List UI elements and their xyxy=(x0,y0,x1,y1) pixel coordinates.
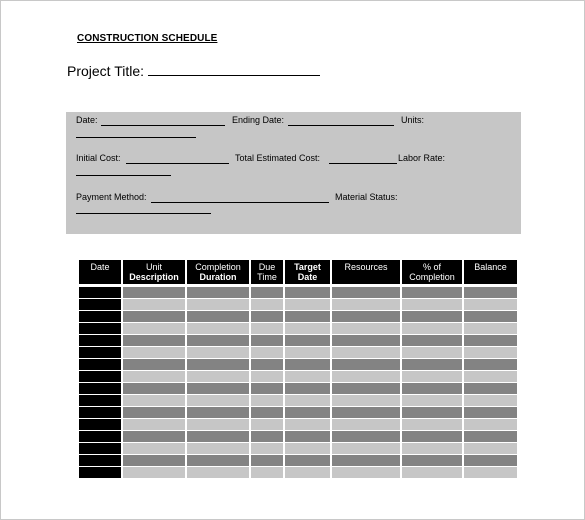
column-header-line2: Time xyxy=(257,272,277,282)
payment-method-blank[interactable] xyxy=(151,202,329,203)
table-cell[interactable] xyxy=(187,335,249,346)
material-status-blank[interactable] xyxy=(76,213,211,214)
table-cell[interactable] xyxy=(464,347,517,358)
table-cell[interactable] xyxy=(123,323,185,334)
column-header-line1: % of xyxy=(422,262,441,272)
project-info-box xyxy=(66,112,521,234)
total-estimated-cost-blank[interactable] xyxy=(329,163,397,164)
table-cell[interactable] xyxy=(251,443,283,454)
table-cell[interactable] xyxy=(332,443,400,454)
table-cell[interactable] xyxy=(464,299,517,310)
table-cell[interactable] xyxy=(402,467,462,478)
table-cell[interactable] xyxy=(123,383,185,394)
table-cell[interactable] xyxy=(464,323,517,334)
table-cell[interactable] xyxy=(332,311,400,322)
table-cell[interactable] xyxy=(464,407,517,418)
table-cell[interactable] xyxy=(402,419,462,430)
column-header-6 xyxy=(332,260,400,284)
table-cell[interactable] xyxy=(187,395,249,406)
table-cell[interactable] xyxy=(123,299,185,310)
table-cell[interactable] xyxy=(285,311,330,322)
table-cell[interactable] xyxy=(123,311,185,322)
column-header-line1: Unit xyxy=(145,262,162,272)
table-cell[interactable] xyxy=(332,371,400,382)
table-cell[interactable] xyxy=(285,383,330,394)
table-cell[interactable] xyxy=(79,383,121,394)
table-cell[interactable] xyxy=(187,359,249,370)
table-cell[interactable] xyxy=(332,431,400,442)
table-cell[interactable] xyxy=(464,455,517,466)
table-cell[interactable] xyxy=(79,443,121,454)
table-cell[interactable] xyxy=(402,323,462,334)
table-cell[interactable] xyxy=(187,287,249,298)
table-cell[interactable] xyxy=(332,323,400,334)
table-cell[interactable] xyxy=(187,455,249,466)
table-cell[interactable] xyxy=(251,431,283,442)
units-label: Units: xyxy=(401,115,425,125)
table-cell[interactable] xyxy=(123,443,185,454)
table-cell[interactable] xyxy=(285,287,330,298)
table-cell[interactable] xyxy=(251,467,283,478)
table-cell[interactable] xyxy=(285,419,330,430)
table-cell[interactable] xyxy=(187,407,249,418)
table-cell[interactable] xyxy=(251,287,283,298)
table-cell[interactable] xyxy=(123,407,185,418)
table-cell[interactable] xyxy=(123,455,185,466)
table-cell[interactable] xyxy=(402,443,462,454)
table-cell[interactable] xyxy=(251,383,283,394)
table-cell[interactable] xyxy=(402,383,462,394)
table-cell[interactable] xyxy=(464,383,517,394)
column-header-7 xyxy=(402,260,462,284)
table-cell[interactable] xyxy=(402,311,462,322)
table-cell[interactable] xyxy=(251,455,283,466)
table-cell[interactable] xyxy=(285,323,330,334)
table-cell[interactable] xyxy=(251,419,283,430)
column-header-line2: Completion xyxy=(409,272,455,282)
column-header-line1: Balance xyxy=(474,262,507,272)
table-cell[interactable] xyxy=(332,347,400,358)
material-status-label: Material Status: xyxy=(335,192,398,202)
table-cell[interactable] xyxy=(332,287,400,298)
column-header-line2: Duration xyxy=(199,272,237,282)
table-cell[interactable] xyxy=(285,299,330,310)
table-cell[interactable] xyxy=(402,299,462,310)
table-cell[interactable] xyxy=(402,371,462,382)
column-header-3 xyxy=(187,260,249,284)
column-header-4 xyxy=(251,260,283,284)
table-cell[interactable] xyxy=(123,287,185,298)
payment-method-label: Payment Method: xyxy=(76,192,147,202)
table-cell[interactable] xyxy=(251,311,283,322)
table-cell[interactable] xyxy=(464,335,517,346)
column-header-line1: Resources xyxy=(344,262,388,272)
table-cell[interactable] xyxy=(402,431,462,442)
table-cell[interactable] xyxy=(187,323,249,334)
table-cell[interactable] xyxy=(187,383,249,394)
table-cell[interactable] xyxy=(464,359,517,370)
table-cell[interactable] xyxy=(123,359,185,370)
table-cell[interactable] xyxy=(402,287,462,298)
table-cell[interactable] xyxy=(79,287,121,298)
table-cell[interactable] xyxy=(464,443,517,454)
column-header-line2: Date xyxy=(297,272,318,282)
table-cell[interactable] xyxy=(123,347,185,358)
table-cell[interactable] xyxy=(285,443,330,454)
table-cell[interactable] xyxy=(123,419,185,430)
column-header-line1: Date xyxy=(90,262,110,272)
table-cell[interactable] xyxy=(402,359,462,370)
table-cell[interactable] xyxy=(79,359,121,370)
table-cell[interactable] xyxy=(464,311,517,322)
table-cell[interactable] xyxy=(251,335,283,346)
table-cell[interactable] xyxy=(123,371,185,382)
table-cell[interactable] xyxy=(187,431,249,442)
table-cell[interactable] xyxy=(464,431,517,442)
column-header-line1: Completion xyxy=(195,262,241,272)
table-cell[interactable] xyxy=(79,395,121,406)
table-cell[interactable] xyxy=(285,359,330,370)
table-cell[interactable] xyxy=(285,455,330,466)
table-cell[interactable] xyxy=(79,311,121,322)
table-cell[interactable] xyxy=(187,371,249,382)
table-cell[interactable] xyxy=(332,383,400,394)
table-cell[interactable] xyxy=(79,455,121,466)
table-cell[interactable] xyxy=(79,467,121,478)
table-cell[interactable] xyxy=(464,371,517,382)
labor-rate-blank[interactable] xyxy=(76,175,171,176)
table-cell[interactable] xyxy=(285,407,330,418)
project-title-blank[interactable] xyxy=(148,63,320,76)
column-header-line1: Target xyxy=(294,262,321,272)
total-estimated-cost-label: Total Estimated Cost: xyxy=(235,153,321,163)
initial-cost-label: Initial Cost: xyxy=(76,153,121,163)
table-cell[interactable] xyxy=(332,419,400,430)
units-blank[interactable] xyxy=(76,137,196,138)
table-cell[interactable] xyxy=(251,323,283,334)
table-cell[interactable] xyxy=(79,299,121,310)
table-cell[interactable] xyxy=(187,311,249,322)
table-cell[interactable] xyxy=(285,335,330,346)
table-cell[interactable] xyxy=(187,347,249,358)
table-cell[interactable] xyxy=(402,347,462,358)
table-cell[interactable] xyxy=(332,359,400,370)
table-cell[interactable] xyxy=(251,395,283,406)
table-cell[interactable] xyxy=(79,371,121,382)
table-cell[interactable] xyxy=(251,407,283,418)
table-cell[interactable] xyxy=(79,431,121,442)
table-cell[interactable] xyxy=(464,395,517,406)
project-title-label: Project Title: xyxy=(67,63,145,79)
table-cell[interactable] xyxy=(332,299,400,310)
table-cell[interactable] xyxy=(464,419,517,430)
table-cell[interactable] xyxy=(251,299,283,310)
table-cell[interactable] xyxy=(123,467,185,478)
column-header-line2: Description xyxy=(129,272,179,282)
column-header-1 xyxy=(79,260,121,284)
table-cell[interactable] xyxy=(123,431,185,442)
labor-rate-label: Labor Rate: xyxy=(398,153,446,163)
initial-cost-blank[interactable] xyxy=(126,163,229,164)
table-cell[interactable] xyxy=(79,335,121,346)
table-cell[interactable] xyxy=(285,467,330,478)
table-cell[interactable] xyxy=(402,395,462,406)
table-cell[interactable] xyxy=(332,395,400,406)
column-header-line1: Due xyxy=(258,262,276,272)
table-cell[interactable] xyxy=(251,371,283,382)
table-cell[interactable] xyxy=(123,395,185,406)
ending-date-label: Ending Date: xyxy=(232,115,285,125)
table-cell[interactable] xyxy=(251,359,283,370)
project-title-field[interactable] xyxy=(67,63,320,79)
table-cell[interactable] xyxy=(332,335,400,346)
table-cell[interactable] xyxy=(285,347,330,358)
table-cell[interactable] xyxy=(187,299,249,310)
table-cell[interactable] xyxy=(285,395,330,406)
table-cell[interactable] xyxy=(187,443,249,454)
table-cell[interactable] xyxy=(251,347,283,358)
table-cell[interactable] xyxy=(79,407,121,418)
table-cell[interactable] xyxy=(332,407,400,418)
table-cell[interactable] xyxy=(285,371,330,382)
table-cell[interactable] xyxy=(123,335,185,346)
table-cell[interactable] xyxy=(79,323,121,334)
table-cell[interactable] xyxy=(332,467,400,478)
date-blank[interactable] xyxy=(101,125,225,126)
table-cell[interactable] xyxy=(187,419,249,430)
date-label: Date: xyxy=(76,115,98,125)
ending-date-blank[interactable] xyxy=(288,125,394,126)
table-cell[interactable] xyxy=(332,455,400,466)
table-cell[interactable] xyxy=(402,335,462,346)
table-cell[interactable] xyxy=(285,431,330,442)
table-cell[interactable] xyxy=(187,467,249,478)
table-cell[interactable] xyxy=(464,467,517,478)
document-heading: CONSTRUCTION SCHEDULE xyxy=(77,33,218,44)
table-cell[interactable] xyxy=(402,407,462,418)
table-cell[interactable] xyxy=(79,419,121,430)
table-cell[interactable] xyxy=(402,455,462,466)
column-header-2 xyxy=(123,260,185,284)
column-header-8 xyxy=(464,260,517,284)
table-cell[interactable] xyxy=(79,347,121,358)
column-header-5 xyxy=(285,260,330,284)
table-cell[interactable] xyxy=(464,287,517,298)
